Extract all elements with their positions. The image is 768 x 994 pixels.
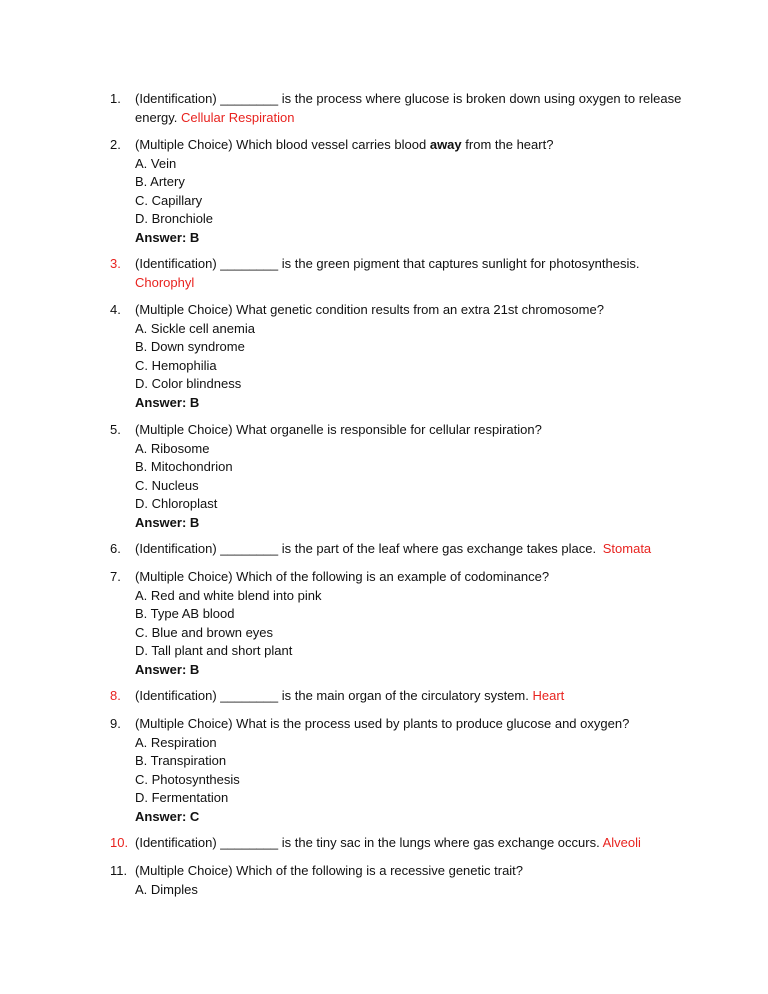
question-9 [110,715,670,826]
question-type: (Identification) [135,688,217,703]
option-a: A. Red and white blend into pink [135,587,322,603]
question-5 [110,421,670,532]
answer-blank: ________ [220,835,279,850]
option-d: D. Chloroplast [135,496,218,511]
answer-text: Alveoli [602,835,641,850]
option-b: B. Artery [135,174,185,189]
question-number: 11. [110,863,128,878]
question-stem: What is the process used by plants to produce glucose and oxygen? [236,716,630,731]
question-text: is the process where glucose is broken down using oxygen to release [281,91,682,106]
question-type: (Multiple Choice) [135,302,233,317]
question-number: 9. [110,716,121,731]
question-1 [110,90,682,127]
option-d: D. Bronchiole [135,211,214,226]
question-stem: Which blood vessel carries blood [236,137,427,152]
question-text: is the tiny sac in the lungs where gas exchange occurs. [281,835,600,850]
question-stem: Which of the following is a recessive genetic trait? [236,863,524,878]
option-b: B. Mitochondrion [135,459,233,474]
option-b: B. Type AB blood [135,606,235,621]
question-number: 10. [110,835,129,850]
option-d: D. Fermentation [135,790,229,805]
question-text: is the part of the leaf where gas exchange takes place. [281,541,597,556]
option-a: A. Sickle cell anemia [135,320,255,336]
question-10 [110,834,670,853]
option-b: B. Down syndrome [135,339,245,354]
answer-key: Answer: B [135,514,200,530]
question-stem: What genetic condition results from an extra 21st chromosome? [236,302,604,317]
question-stem-emphasis: away [429,137,462,152]
question-4 [110,301,670,412]
question-number: 8. [110,688,121,703]
option-a: A. Respiration [135,734,217,750]
question-type: (Identification) [135,91,217,106]
option-a: A. Vein [135,155,177,171]
question-type: (Multiple Choice) [135,422,233,437]
question-2 [110,136,670,247]
question-number: 7. [110,569,121,584]
answer-text: Stomata [602,541,652,556]
question-number: 4. [110,302,121,317]
answer-blank: ________ [220,91,279,106]
option-c: C. Blue and brown eyes [135,624,274,640]
option-c: C. Capillary [135,192,203,208]
question-number: 1. [110,91,121,106]
question-number: 2. [110,137,121,152]
question-8 [110,687,670,706]
question-type: (Multiple Choice) [135,137,233,152]
question-type: (Multiple Choice) [135,716,233,731]
question-7 [110,568,670,679]
question-text: is the green pigment that captures sunlight for photosynthesis. [281,256,640,271]
question-type: (Multiple Choice) [135,569,233,584]
option-d: D. Tall plant and short plant [135,643,293,658]
question-type: (Identification) [135,835,217,850]
question-6 [110,540,670,559]
question-number: 6. [110,541,121,556]
answer-text: Chorophyl [135,274,195,290]
answer-key: Answer: B [135,394,200,410]
question-stem-end: from the heart? [465,137,554,152]
question-number: 5. [110,422,121,437]
option-d: D. Color blindness [135,376,242,391]
answer-text: Heart [532,688,565,703]
option-a: A. Ribosome [135,440,210,456]
option-a: A. Dimples [135,881,198,897]
question-type: (Identification) [135,541,217,556]
option-c: C. Hemophilia [135,357,217,373]
option-c: C. Photosynthesis [135,771,240,787]
answer-key: Answer: C [135,808,200,824]
answer-key: Answer: B [135,661,200,677]
question-text-continued: energy. [135,109,178,125]
option-c: C. Nucleus [135,477,199,493]
question-11 [110,862,670,899]
answer-blank: ________ [220,256,279,271]
answer-blank: ________ [220,541,279,556]
answer-key: Answer: B [135,229,200,245]
question-text: is the main organ of the circulatory system. [281,688,529,703]
option-b: B. Transpiration [135,753,227,768]
question-type: (Multiple Choice) [135,863,233,878]
answer-blank: ________ [220,688,279,703]
question-number: 3. [110,256,121,271]
answer-text: Cellular Respiration [181,109,295,125]
question-3 [110,255,670,292]
question-stem: Which of the following is an example of codominance? [236,569,550,584]
question-type: (Identification) [135,256,217,271]
question-stem: What organelle is responsible for cellular respiration? [236,422,542,437]
